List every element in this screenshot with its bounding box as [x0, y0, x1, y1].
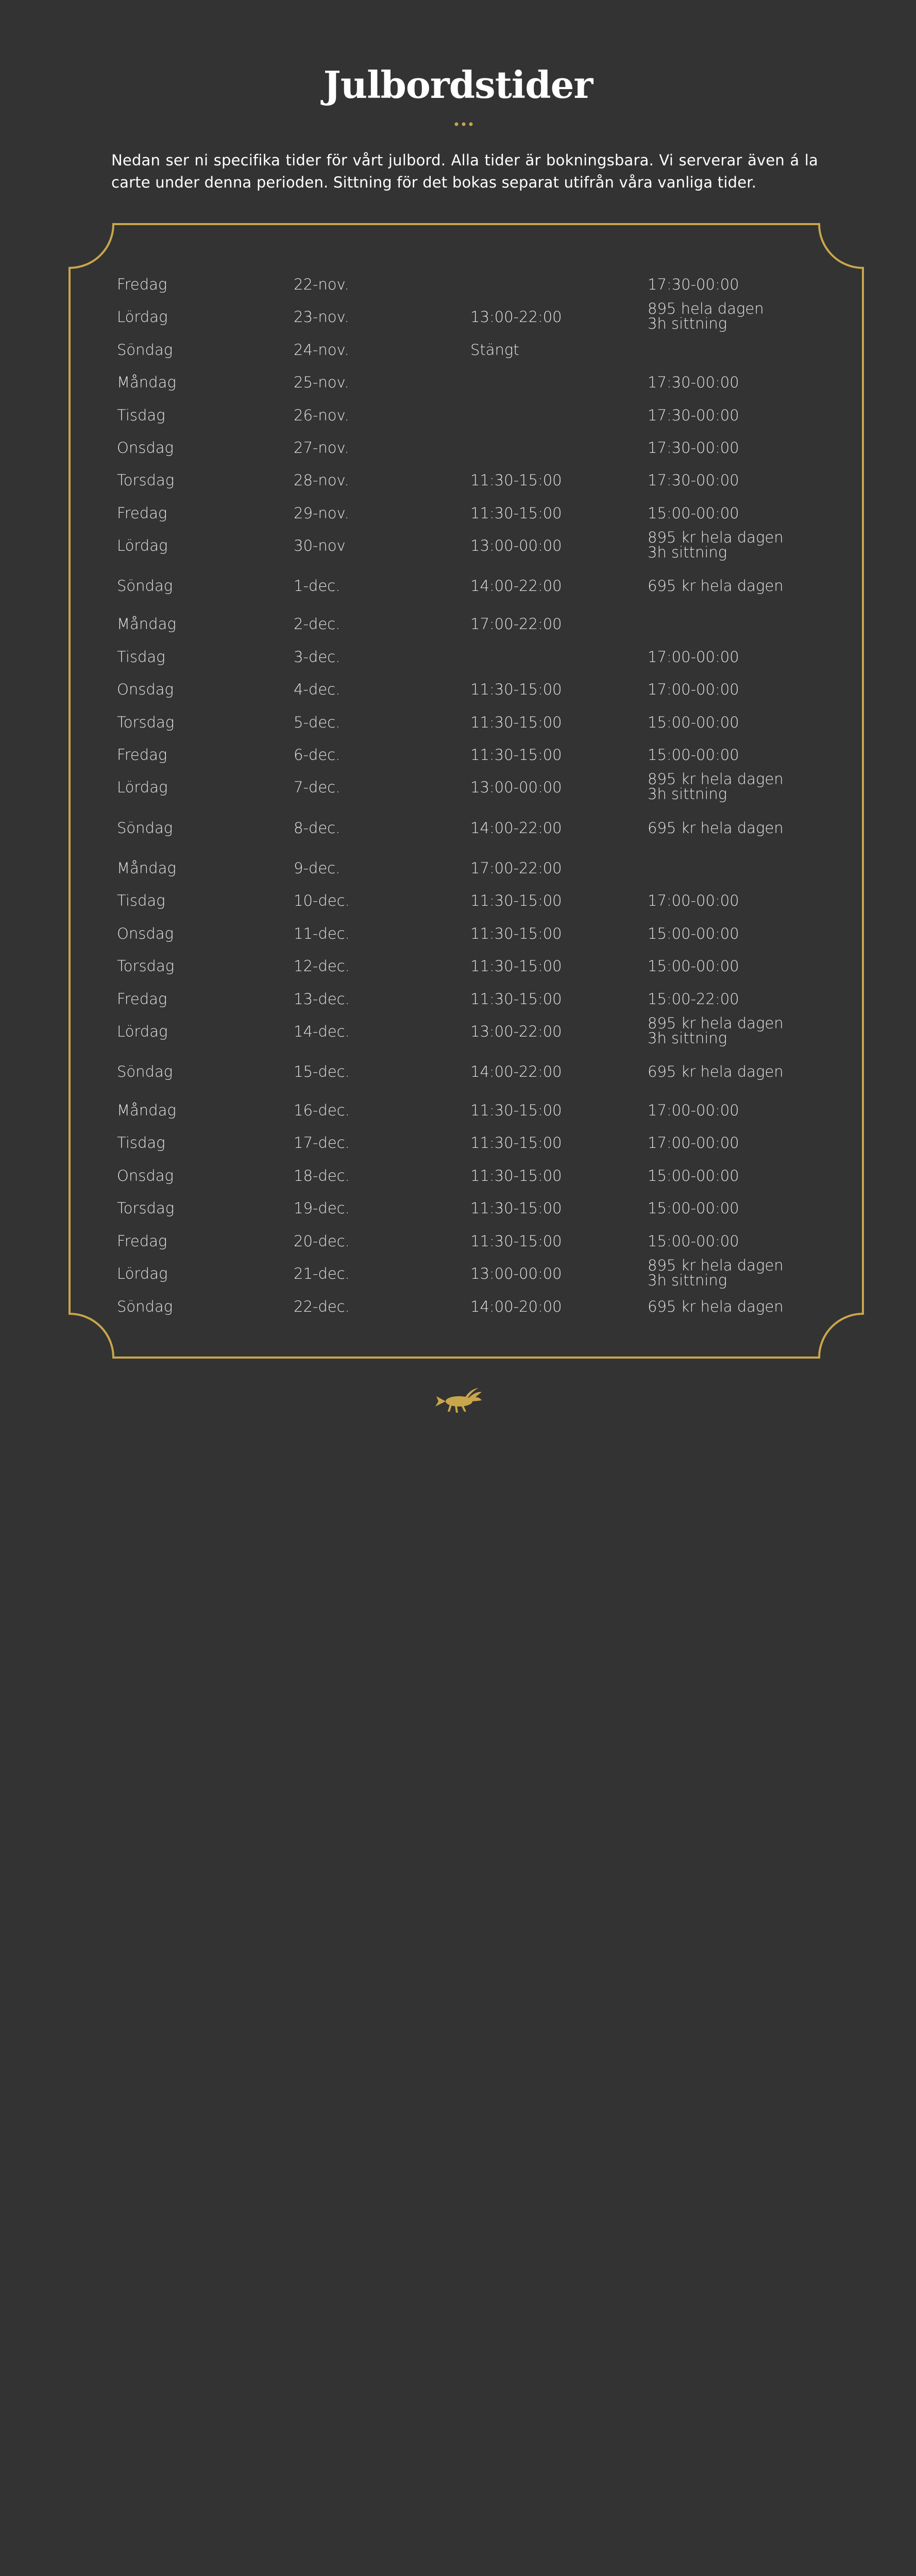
evening-time-cell: 15:00-00:00	[648, 746, 739, 764]
lunch-time-cell: 11:30-15:00	[470, 1101, 562, 1119]
date-cell: 15-dec.	[294, 1063, 350, 1080]
evening-time-cell: 695 kr hela dagen	[648, 1298, 784, 1315]
day-cell: Torsdag	[117, 957, 175, 975]
footer-logo	[355, 1386, 561, 1458]
day-cell: Fredag	[117, 990, 167, 1008]
page-title: Julbordstider	[323, 63, 593, 107]
lobster-icon	[432, 1386, 484, 1415]
day-cell: Tisdag	[117, 406, 165, 424]
day-cell: Torsdag	[117, 714, 175, 731]
date-cell: 11-dec.	[294, 925, 350, 942]
evening-time-cell: 15:00-22:00	[648, 990, 739, 1008]
date-cell: 18-dec.	[294, 1167, 350, 1184]
day-cell: Lördag	[117, 1023, 168, 1040]
day-cell: Fredag	[117, 746, 167, 764]
evening-price: 895 kr hela dagen	[648, 1257, 784, 1274]
date-cell: 9-dec.	[294, 859, 341, 877]
lunch-time-cell: 11:30-15:00	[470, 471, 562, 489]
evening-time-cell: 15:00-00:00	[648, 925, 739, 942]
lunch-time-cell: Stängt	[470, 341, 519, 359]
evening-sitting: 3h sittning	[648, 1029, 727, 1047]
date-cell: 22-nov.	[294, 276, 349, 293]
evening-time-cell: 17:30-00:00	[648, 439, 739, 456]
day-cell: Söndag	[117, 1298, 173, 1315]
date-cell: 4-dec.	[294, 681, 341, 698]
date-cell: 24-nov.	[294, 341, 349, 359]
day-cell: Söndag	[117, 1063, 173, 1080]
date-cell: 17-dec.	[294, 1134, 350, 1151]
day-cell: Fredag	[117, 1232, 167, 1250]
lunch-time-cell: 11:30-15:00	[470, 1232, 562, 1250]
date-cell: 28-nov.	[294, 471, 349, 489]
evening-price: 895 kr hela dagen	[648, 770, 784, 788]
date-cell: 26-nov.	[294, 406, 349, 424]
day-cell: Torsdag	[117, 1199, 175, 1217]
date-cell: 25-nov.	[294, 374, 349, 391]
date-cell: 23-nov.	[294, 308, 349, 326]
evening-time-cell: 17:00-00:00	[648, 892, 739, 909]
evening-time-cell: 17:00-00:00	[648, 648, 739, 666]
date-cell: 8-dec.	[294, 819, 341, 837]
evening-time-cell: 695 kr hela dagen	[648, 577, 784, 595]
day-cell: Lördag	[117, 308, 168, 326]
lunch-time-cell: 13:00-00:00	[470, 1265, 562, 1282]
intro-text: Nedan ser ni specifika tider för vårt julbord. Alla tider är bokningsbara. Vi serverar även á la carte under denna perioden. Sittning för det bokas separat utifrån våra vanliga tider.	[111, 151, 818, 191]
evening-time-cell: 17:30-00:00	[648, 374, 739, 391]
day-cell: Måndag	[117, 615, 176, 633]
lunch-time-cell: 11:30-15:00	[470, 746, 562, 764]
evening-time-cell	[648, 301, 764, 331]
lunch-time-cell: 11:30-15:00	[470, 1134, 562, 1151]
day-cell: Lördag	[117, 1265, 168, 1282]
evening-time-cell: 695 kr hela dagen	[648, 1063, 784, 1080]
day-cell: Fredag	[117, 276, 167, 293]
evening-time-cell	[648, 1016, 784, 1046]
lunch-time-cell: 11:30-15:00	[470, 892, 562, 909]
evening-time-cell: 17:00-00:00	[648, 1101, 739, 1119]
evening-time-cell	[648, 1258, 784, 1288]
day-cell: Torsdag	[117, 471, 175, 489]
day-cell: Onsdag	[117, 439, 174, 456]
evening-time-cell: 17:30-00:00	[648, 276, 739, 293]
lunch-time-cell: 11:30-15:00	[470, 990, 562, 1008]
date-cell: 10-dec.	[294, 892, 350, 909]
evening-time-cell: 15:00-00:00	[648, 1199, 739, 1217]
evening-time-cell: 15:00-00:00	[648, 957, 739, 975]
lunch-time-cell: 13:00-22:00	[470, 1023, 562, 1040]
day-cell: Måndag	[117, 859, 176, 877]
evening-time-cell	[648, 530, 784, 560]
evening-price: 895 kr hela dagen	[648, 1014, 784, 1032]
evening-price: 895 kr hela dagen	[648, 529, 784, 546]
evening-time-cell: 15:00-00:00	[648, 1167, 739, 1184]
evening-price: 895 hela dagen	[648, 300, 764, 317]
lunch-time-cell: 17:00-22:00	[470, 859, 562, 877]
date-cell: 30-nov	[294, 537, 346, 554]
evening-sitting: 3h sittning	[648, 315, 727, 332]
date-cell: 20-dec.	[294, 1232, 350, 1250]
lunch-time-cell: 17:00-22:00	[470, 615, 562, 633]
date-cell: 3-dec.	[294, 648, 341, 666]
day-cell: Söndag	[117, 341, 173, 359]
day-cell: Tisdag	[117, 648, 165, 666]
day-cell: Lördag	[117, 537, 168, 554]
date-cell: 13-dec.	[294, 990, 350, 1008]
evening-time-cell: 695 kr hela dagen	[648, 819, 784, 837]
date-cell: 12-dec.	[294, 957, 350, 975]
day-cell: Onsdag	[117, 681, 174, 698]
date-cell: 27-nov.	[294, 439, 349, 456]
lunch-time-cell: 13:00-22:00	[470, 308, 562, 326]
day-cell: Fredag	[117, 504, 167, 522]
evening-sitting: 3h sittning	[648, 1272, 727, 1289]
lunch-time-cell: 14:00-20:00	[470, 1298, 562, 1315]
lunch-time-cell: 11:30-15:00	[470, 957, 562, 975]
day-cell: Tisdag	[117, 892, 165, 909]
date-cell: 19-dec.	[294, 1199, 350, 1217]
date-cell: 2-dec.	[294, 615, 341, 633]
evening-time-cell: 15:00-00:00	[648, 714, 739, 731]
date-cell: 16-dec.	[294, 1101, 350, 1119]
lunch-time-cell: 11:30-15:00	[470, 504, 562, 522]
date-cell: 5-dec.	[294, 714, 341, 731]
date-cell: 22-dec.	[294, 1298, 350, 1315]
day-cell: Måndag	[117, 374, 176, 391]
date-cell: 7-dec.	[294, 778, 341, 796]
lunch-time-cell: 14:00-22:00	[470, 819, 562, 837]
date-cell: 21-dec.	[294, 1265, 350, 1282]
date-cell: 6-dec.	[294, 746, 341, 764]
evening-sitting: 3h sittning	[648, 544, 727, 561]
day-cell: Tisdag	[117, 1134, 165, 1151]
lunch-time-cell: 11:30-15:00	[470, 681, 562, 698]
evening-time-cell: 17:30-00:00	[648, 406, 739, 424]
day-cell: Lördag	[117, 778, 168, 796]
date-cell: 29-nov.	[294, 504, 349, 522]
day-cell: Onsdag	[117, 1167, 174, 1184]
lunch-time-cell: 13:00-00:00	[470, 537, 562, 554]
lunch-time-cell: 11:30-15:00	[470, 1167, 562, 1184]
lunch-time-cell: 13:00-00:00	[470, 778, 562, 796]
date-cell: 14-dec.	[294, 1023, 350, 1040]
lunch-time-cell: 14:00-22:00	[470, 1063, 562, 1080]
evening-time-cell: 15:00-00:00	[648, 1232, 739, 1250]
lunch-time-cell: 11:30-15:00	[470, 925, 562, 942]
day-cell: Söndag	[117, 819, 173, 837]
evening-time-cell: 15:00-00:00	[648, 504, 739, 522]
evening-time-cell: 17:00-00:00	[648, 681, 739, 698]
evening-time-cell: 17:00-00:00	[648, 1134, 739, 1151]
day-cell: Måndag	[117, 1101, 176, 1119]
lunch-time-cell: 11:30-15:00	[470, 714, 562, 731]
evening-time-cell: 17:30-00:00	[648, 471, 739, 489]
lunch-time-cell: 11:30-15:00	[470, 1199, 562, 1217]
date-cell: 1-dec.	[294, 577, 341, 595]
evening-time-cell	[648, 772, 784, 802]
day-cell: Onsdag	[117, 925, 174, 942]
evening-sitting: 3h sittning	[648, 785, 727, 803]
day-cell: Söndag	[117, 577, 173, 595]
lunch-time-cell: 14:00-22:00	[470, 577, 562, 595]
